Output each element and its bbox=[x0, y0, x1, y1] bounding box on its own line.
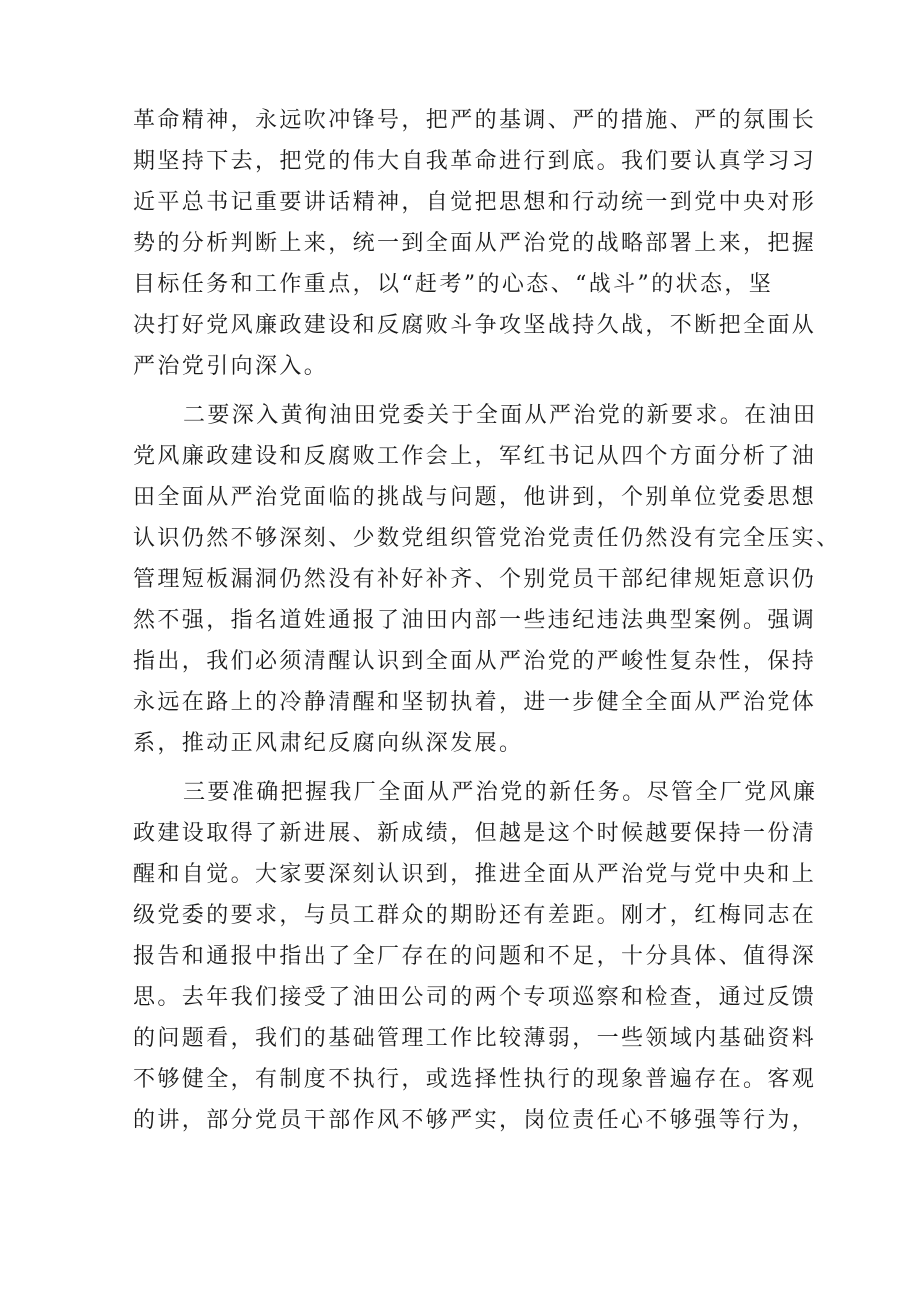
text-line: 的问题看，我们的基础管理工作比较薄弱，一些领域内基础资料 bbox=[133, 1026, 817, 1051]
text-line: 然不强，指名道姓通报了油田内部一些违纪违法典型案例。强调 bbox=[133, 608, 817, 633]
text-line: 期坚持下去，把党的伟大自我革命进行到底。我们要认真学习习 bbox=[133, 149, 817, 174]
text-line: 系，推动正风肃纪反腐向纵深发展。 bbox=[133, 731, 524, 756]
text-line: 的讲，部分党员干部作风不够严实，岗位责任心不够强等行为， bbox=[133, 1108, 817, 1133]
paragraph-spacer bbox=[133, 387, 793, 395]
text-line: 近平总书记重要讲话精神，自觉把思想和行动统一到党中央对形 bbox=[133, 190, 817, 215]
text-line: 严治党引向深入。 bbox=[133, 354, 329, 379]
text-line: 思。去年我们接受了油田公司的两个专项巡察和检查，通过反馈 bbox=[133, 985, 817, 1010]
text-line: 党风廉政建设和反腐败工作会上，军红书记从四个方面分析了油 bbox=[133, 444, 817, 469]
text-line: 决打好党风廉政建设和反腐败斗争攻坚战持久战，不断把全面从 bbox=[133, 313, 817, 338]
text-line: 级党委的要求，与员工群众的期盼还有差距。刚才，红梅同志在 bbox=[133, 903, 817, 928]
text-line: 认识仍然不够深刻、少数党组织管党治党责任仍然没有完全压实、 bbox=[133, 526, 841, 551]
text-line: 田全面从严治党面临的挑战与问题，他讲到，个别单位党委思想 bbox=[133, 485, 817, 510]
text-line: 政建设取得了新进展、新成绩，但越是这个时候越要保持一份清 bbox=[133, 821, 817, 846]
text-line: 二要深入黄徇油田党委关于全面从严治党的新要求。在油田 bbox=[183, 403, 818, 428]
text-line: 革命精神，永远吹冲锋号，把严的基调、严的措施、严的氛围长 bbox=[133, 108, 817, 133]
paragraph-spacer bbox=[133, 764, 793, 772]
paragraph-3 bbox=[133, 772, 818, 1141]
paragraph-1 bbox=[133, 100, 817, 387]
text-line: 管理短板漏洞仍然没有补好补齐、个别党员干部纪律规矩意识仍 bbox=[133, 567, 817, 592]
text-line: 势的分析判断上来，统一到全面从严治党的战略部署上来，把握 bbox=[133, 231, 817, 256]
document-body bbox=[133, 100, 841, 1141]
text-line: 报告和通报中指出了全厂存在的问题和不足，十分具体、值得深 bbox=[133, 944, 817, 969]
text-line: 指出，我们必须清醒认识到全面从严治党的严峻性复杂性，保持 bbox=[133, 649, 817, 674]
text-line: 不够健全，有制度不执行，或选择性执行的现象普遍存在。客观 bbox=[133, 1067, 817, 1092]
text-line: 永远在路上的冷静清醒和坚韧执着，进一步健全全面从严治党体 bbox=[133, 690, 817, 715]
text-line: 醒和自觉。大家要深刻认识到，推进全面从严治党与党中央和上 bbox=[133, 862, 817, 887]
paragraph-2 bbox=[133, 395, 841, 764]
text-line: 三要准确把握我厂全面从严治党的新任务。尽管全厂党风廉 bbox=[183, 780, 818, 805]
text-line: 目标任务和工作重点，以“赶考”的心态、“战斗”的状态，坚 bbox=[133, 272, 774, 297]
